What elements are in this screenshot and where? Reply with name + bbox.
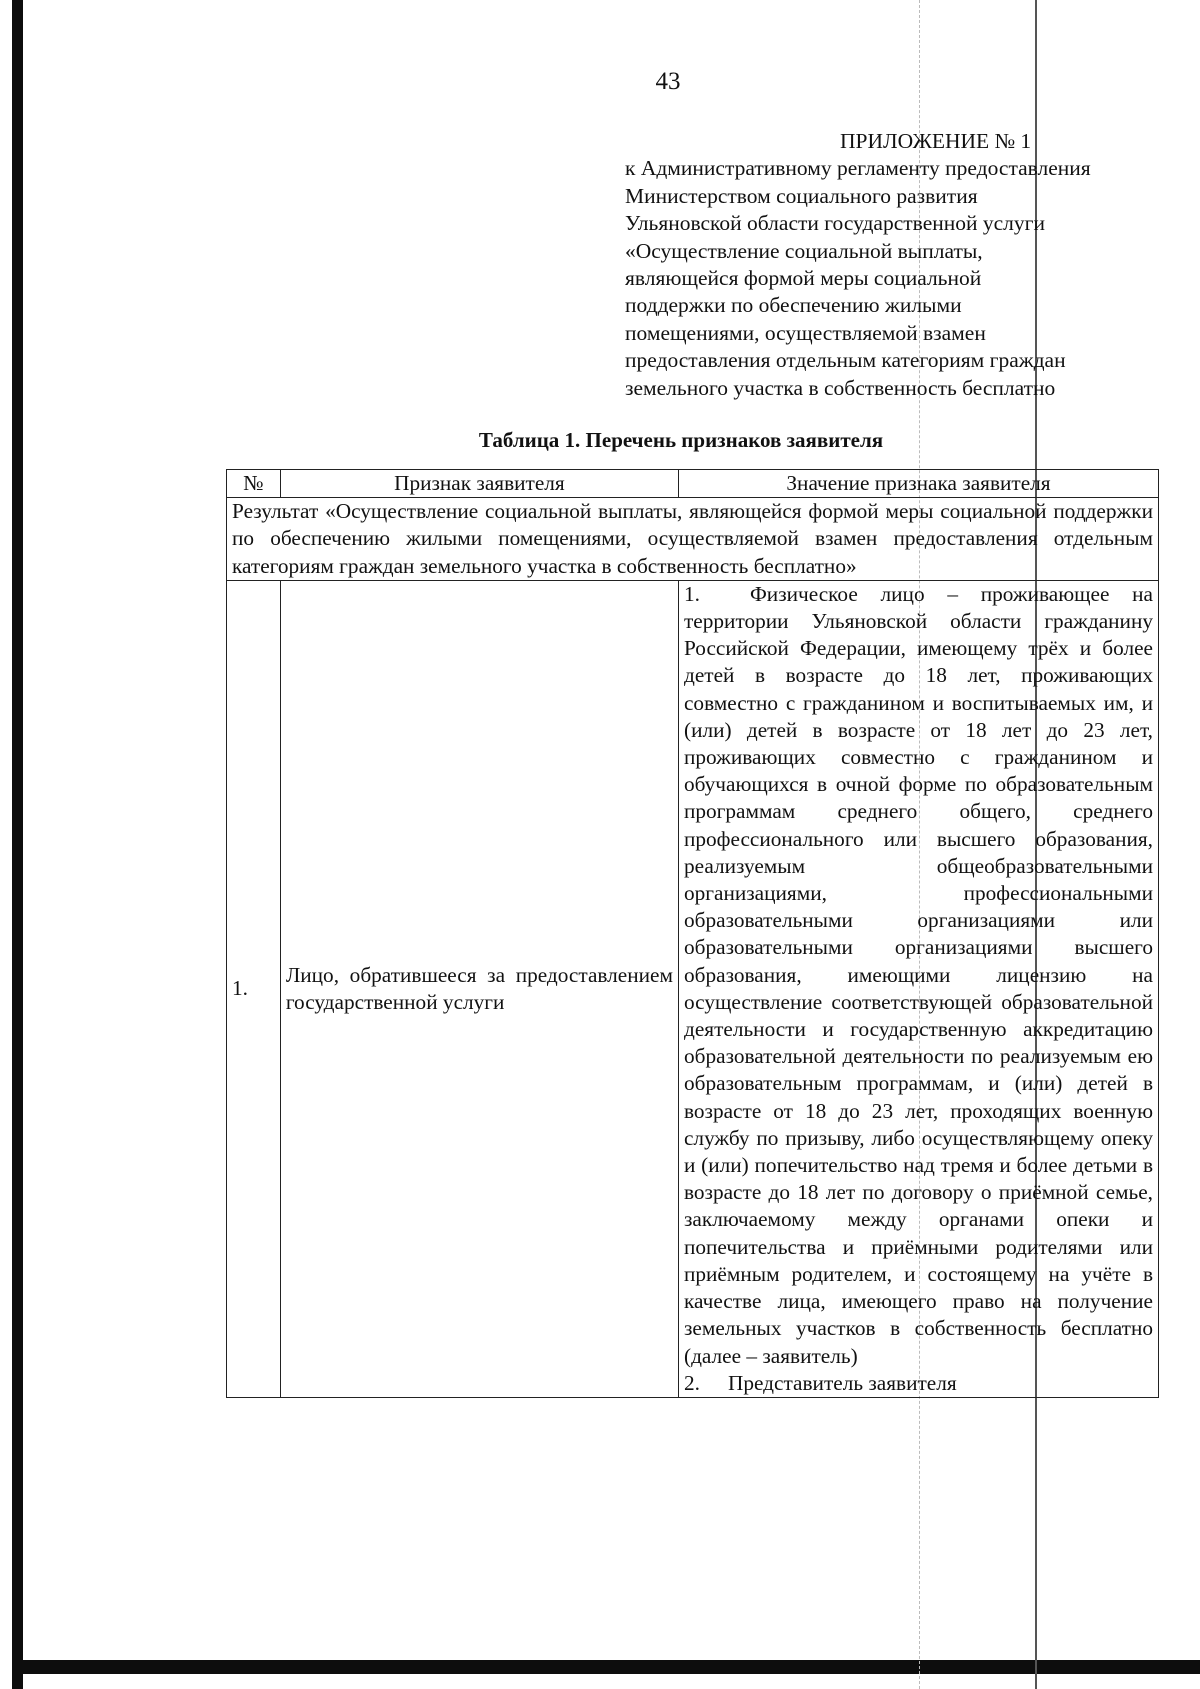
value-item: [684, 581, 1153, 1370]
row-num: 1.: [227, 580, 281, 1397]
appendix-line: «Осуществление социальной выплаты,: [625, 238, 983, 263]
appendix-line: помещениями, осуществляемой взамен: [625, 320, 986, 345]
result-row: [227, 498, 1159, 581]
appendix-title: ПРИЛОЖЕНИЕ № 1: [840, 129, 1032, 153]
appendix-line: Министерством социального развития: [625, 183, 978, 208]
row-value: [678, 580, 1158, 1397]
header-num: №: [227, 470, 281, 498]
table-header-row: [227, 470, 1159, 498]
value-item-num: 2.: [683, 1370, 700, 1395]
table-title: Таблица 1. Перечень признаков заявителя: [478, 428, 884, 452]
page-number: 43: [655, 68, 681, 95]
applicant-features-table: [226, 469, 1159, 1398]
value-item: [684, 1370, 1153, 1397]
scan-edge-left: [12, 0, 23, 1689]
appendix-line: земельного участка в собственность бесплатно: [625, 375, 1056, 400]
appendix-block: [625, 128, 1145, 402]
appendix-line: Ульяновской области государственной услуги: [625, 211, 1045, 236]
appendix-line: поддержки по обеспечению жилыми: [625, 293, 962, 318]
value-item-text: Представитель заявителя: [727, 1370, 957, 1395]
appendix-line: являющейся формой меры социальной: [625, 266, 982, 291]
row-feature: Лицо, обратившееся за предоставлением государственной услуги: [280, 580, 678, 1397]
value-item-text: Физическое лицо – проживающее на территории Ульяновской области гражданину Российской Федерации, имеющему трёх и более детей в возрасте до 18 лет, проживающих совместно с гражданином и воспитываемых им, и (или) детей в возрасте от 18 лет до 23 лет, проживающих совместно с гражданином и обучающихся в очной форме по образовательным программам среднего общего, среднего профессионального или высшего образования, реализуемым общеобразовательными организациями, профессиональными образовательными организациями или образовательными организациями высшего образования, имеющими лицензию на осуществление соответствующей образовательной деятельности и государственную аккредитацию образовательной деятельности по реализуемым ею образовательным программам, и (или) детей в возрасте от 18 до 23 лет, проходящих военную службу по призыву, либо осуществляющему опеку и (или) попечительство над тремя и более детьми в возрасте до 18 лет по договору о приёмной семье, заключаемому между органами опеки и попечительства и приёмными родителями или приёмным родителем, и состоящему на учёте в качестве лица, имеющего право на получение земельных участков в собственность бесплатно (далее – заявитель): [683, 581, 1153, 1368]
header-feature: Признак заявителя: [280, 470, 678, 498]
appendix-line: предоставления отдельным категориям граждан: [625, 348, 1066, 373]
value-item-num: 1.: [683, 581, 700, 606]
scan-edge-bottom: [12, 1660, 1200, 1674]
table-row: [227, 580, 1159, 1397]
result-cell: Результат «Осуществление социальной выплаты, являющейся формой меры социальной поддержки по обеспечению жилыми помещениями, осуществляемой взамен предоставления отдельным категориям граждан земельного участка в собственность бесплатно»: [227, 498, 1159, 581]
header-value: Значение признака заявителя: [678, 470, 1158, 498]
appendix-line: к Административному регламенту предоставления: [625, 156, 1091, 181]
